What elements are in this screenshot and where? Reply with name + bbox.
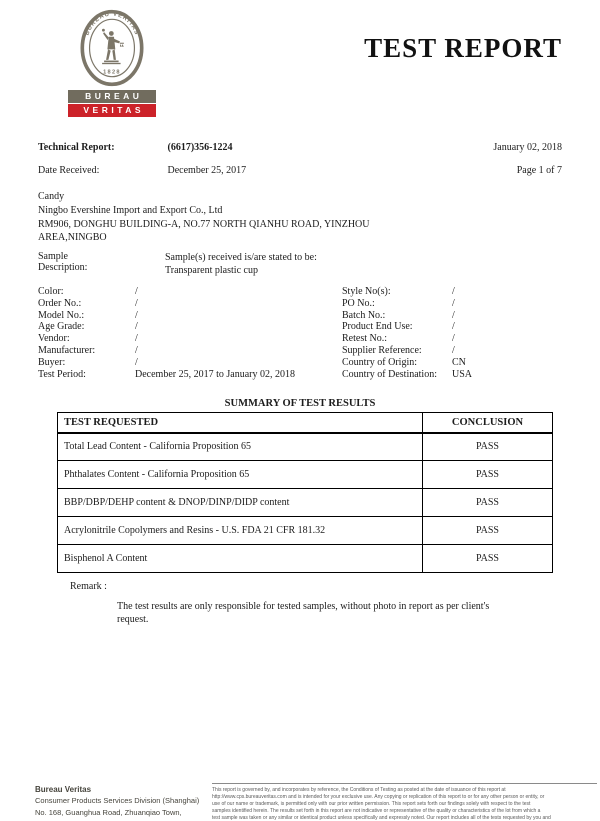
- bureau-veritas-logo: [68, 8, 156, 118]
- test-name: Total Lead Content - California Proposition 65: [58, 433, 423, 461]
- date-received-label: Date Received:: [38, 165, 100, 176]
- column-header-conclusion: CONCLUSION: [423, 413, 553, 433]
- field-manufacturer: Manufacturer: /: [38, 344, 138, 356]
- sample-description-label: Sample Description:: [38, 251, 88, 273]
- page-title: TEST REPORT: [364, 33, 562, 63]
- sample-description-item: Transparent plastic cup: [165, 265, 258, 276]
- table-row: [58, 517, 553, 545]
- seal-arc-text: BUREAU VERITAS: [84, 11, 140, 37]
- test-name: Phthalates Content - California Proposition 65: [58, 461, 423, 489]
- field-po-no: PO No.: /: [342, 297, 455, 309]
- field-color: Color: /: [38, 286, 138, 297]
- footer-address: No. 168, Guanghua Road, Zhuanqiao Town,: [35, 807, 182, 817]
- fine-print-line: test sample was taken or any similar or identical product unless specifically and expressly noted. Our report includes all of the tests requested by you and: [212, 815, 551, 821]
- logo-bar-veritas: VERITAS: [68, 104, 156, 117]
- summary-table: [57, 412, 553, 573]
- conclusion-value: PASS: [423, 461, 553, 489]
- date-received-row: [38, 165, 562, 179]
- conclusion-value: PASS: [423, 489, 553, 517]
- field-supplier-reference: Supplier Reference: /: [342, 344, 455, 356]
- field-product-end-use: Product End Use: /: [342, 321, 455, 333]
- remark-line2: request.: [117, 614, 149, 625]
- technical-report-label: Technical Report:: [38, 142, 115, 153]
- applicant-address-line1: RM906, DONGHU BUILDING-A, NO.77 NORTH QIANHU ROAD, YINZHOU: [38, 218, 370, 230]
- fine-print-line: samples identified herein. The results set forth in this report are not indicative or representative of the quality or characteristics of the lot from which a: [212, 808, 541, 815]
- fine-print-line: This report is governed by, and incorporates by reference, the Conditions of Testing as posted at the date of issuance of this report at: [212, 787, 506, 793]
- field-age-grade: Age Grade: /: [38, 321, 138, 333]
- remark-text: [117, 600, 517, 626]
- table-row: [58, 433, 553, 461]
- logo-bar-bureau: BUREAU: [68, 90, 156, 103]
- applicant-company: Ningbo Evershine Import and Export Co., Ltd: [38, 204, 223, 216]
- test-name: BBP/DBP/DEHP content & DNOP/DINP/DIDP content: [58, 489, 423, 517]
- test-name: Bisphenol A Content: [58, 545, 423, 573]
- table-row: [58, 545, 553, 573]
- conclusion-value: PASS: [423, 433, 553, 461]
- fields-column-left: [38, 286, 295, 380]
- applicant-address-block: [38, 190, 370, 245]
- fine-print-line: use of our name or trademark, is permitted only with our prior written permission. This report sets forth our findings solely with respect to the test: [212, 801, 531, 808]
- field-country-of-destination: Country of Destination: USA: [342, 368, 473, 380]
- remark-line1: The test results are only responsible for tested samples, without photo in report as per client's: [117, 601, 490, 612]
- sample-description-statement: Sample(s) received is/are stated to be:: [165, 252, 317, 263]
- applicant-contact: Candy: [38, 191, 65, 202]
- remark-label: Remark :: [70, 581, 107, 592]
- footer-legal-fine-print: [212, 783, 597, 821]
- field-buyer: Buyer: /: [38, 356, 138, 368]
- technical-report-row: [38, 142, 562, 156]
- field-model-no: Model No.: /: [38, 309, 138, 321]
- field-test-period: Test Period: December 25, 2017 to January 02, 2018: [38, 368, 295, 380]
- technical-report-number: (6617)356-1224: [167, 142, 233, 153]
- table-row: [58, 489, 553, 517]
- date-received-value: December 25, 2017: [167, 165, 247, 176]
- field-country-of-origin: Country of Origin: CN: [342, 356, 466, 368]
- field-retest-no: Retest No.: /: [342, 333, 455, 345]
- table-row: [58, 461, 553, 489]
- fields-column-right: [342, 286, 472, 380]
- field-style-no: Style No(s): /: [342, 286, 455, 297]
- field-vendor: Vendor: /: [38, 333, 138, 345]
- fine-print-line: http://www.cps.bureauveritas.com and is intended for your exclusive use. Any copying or replication of this report to or for any other person or entity, or: [212, 794, 545, 801]
- footer-company-name: Bureau Veritas: [35, 785, 92, 794]
- field-order-no: Order No.: /: [38, 297, 138, 309]
- issue-date: January 02, 2018: [493, 142, 562, 153]
- conclusion-value: PASS: [423, 545, 553, 573]
- column-header-test-requested: TEST REQUESTED: [58, 413, 423, 433]
- seal-figure-icon: [102, 29, 124, 64]
- page-indicator: Page 1 of 7: [516, 165, 562, 176]
- summary-header-row: [58, 413, 553, 433]
- seal-year: 1828: [103, 69, 121, 76]
- field-batch-no: Batch No.: /: [342, 309, 455, 321]
- footer-company-block: [35, 784, 199, 818]
- test-name: Acrylonitrile Copolymers and Resins - U.S. FDA 21 CFR 181.32: [58, 517, 423, 545]
- footer-division: Consumer Products Services Division (Shanghai): [35, 796, 200, 806]
- applicant-address-line2: AREA,NINGBO: [38, 232, 107, 244]
- bureau-veritas-seal-icon: [79, 8, 145, 88]
- conclusion-value: PASS: [423, 517, 553, 545]
- summary-title: SUMMARY OF TEST RESULTS: [224, 398, 376, 409]
